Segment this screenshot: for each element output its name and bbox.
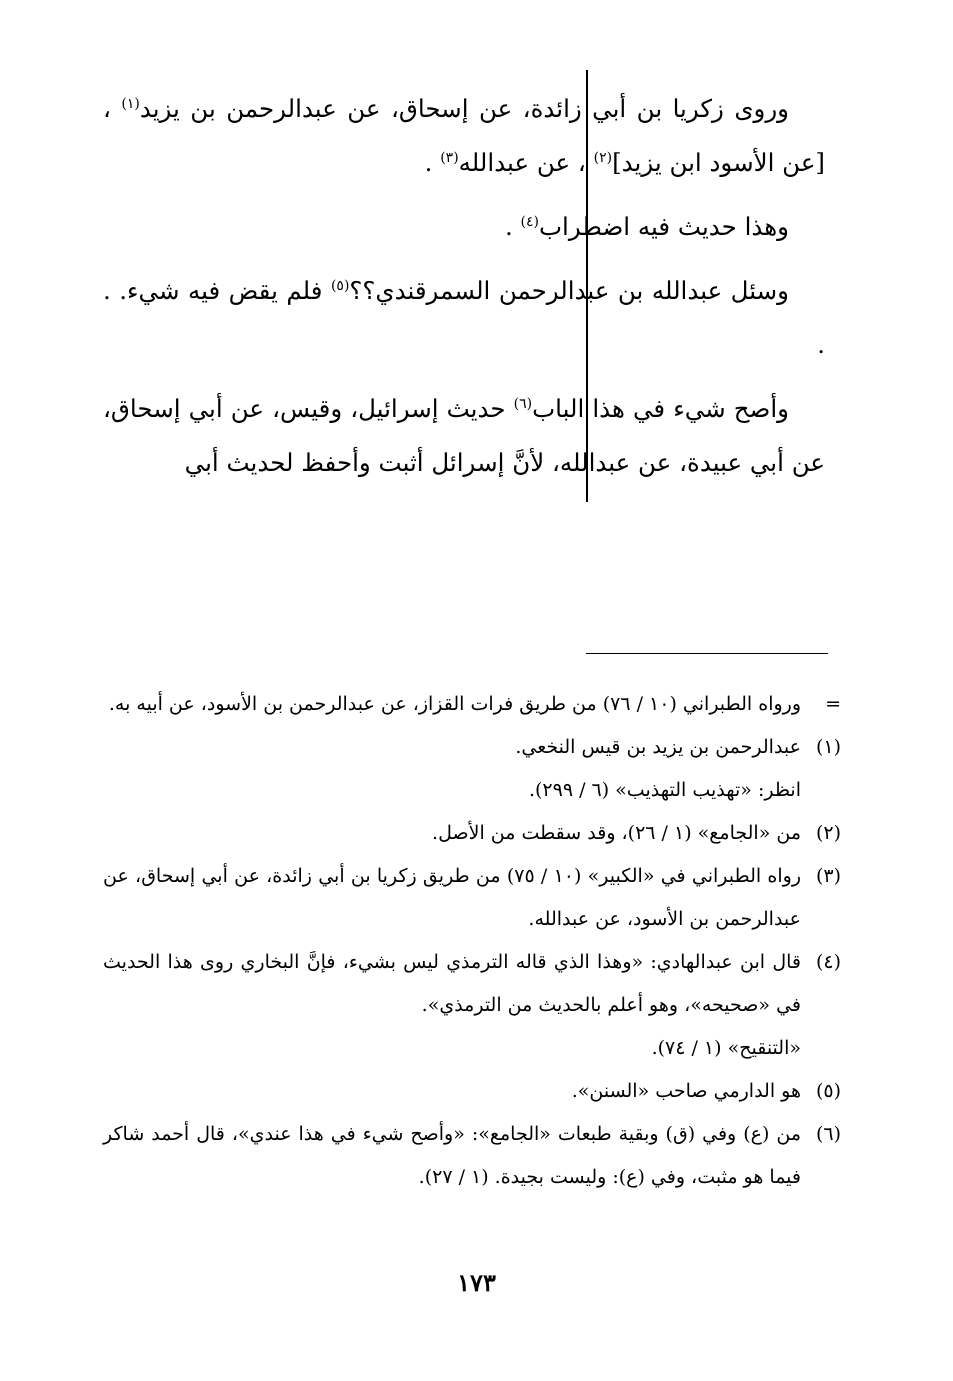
footnote-separator [586, 653, 828, 654]
paragraph-3-text-b: فلم يقض فيه شيء. . . [103, 276, 825, 359]
footnote-1 [103, 726, 841, 769]
footnote-text: عبدالرحمن بن يزيد بن قيس النخعي. [515, 736, 801, 758]
page-number: ١٧٣ [457, 1268, 496, 1297]
paragraph-1-text-b: ، [عن الأسود ابن يزيد] [103, 94, 825, 177]
footnote-ref-1: (١) [121, 95, 140, 112]
footnote-continuation [103, 683, 841, 726]
paragraph-3 [103, 264, 825, 372]
footnote-text: من «الجامع» (١ / ٢٦)، وقد سقطت من الأصل. [432, 822, 801, 844]
paragraph-1 [103, 82, 825, 190]
footnotes [103, 683, 841, 1199]
footnote-number: (١) [815, 736, 841, 758]
footnote-4-continuation [103, 1027, 841, 1070]
paragraph-1-text-c: ، عن عبدالله [458, 148, 594, 177]
footnote-number: (٣) [815, 865, 841, 887]
footnote-1-continuation [103, 769, 841, 812]
main-text [103, 82, 825, 490]
footnote-text: هو الدارمي صاحب «السنن». [571, 1080, 801, 1102]
paragraph-4-text-b: حديث إسرائيل، وقيس، عن أبي إسحاق، عن أبي عبيدة، عن عبدالله، لأنَّ إسرائل أثبت وأحفظ لحديث أبي [103, 394, 825, 477]
footnote-ref-5: (٥) [330, 277, 350, 294]
paragraph-2-text-a: وهذا حديث فيه اضطراب [538, 212, 789, 241]
footnote-3 [103, 855, 841, 941]
footnote-5 [103, 1070, 841, 1113]
footnote-number: (٦) [815, 1123, 841, 1145]
footnote-number: (٢) [815, 822, 841, 844]
footnote-number: (٥) [815, 1080, 841, 1102]
paragraph-3-text-a: وسئل عبدالله بن عبدالرحمن السمرقندي؟؟ [349, 276, 789, 305]
footnote-text: «التنقيح» (١ / ٧٤). [651, 1037, 801, 1059]
footnote-text: رواه الطبراني في «الكبير» (١٠ / ٧٥) من طريق زكريا بن أبي زائدة، عن أبي إسحاق، عن عبدالرحمن بن الأسود، عن عبدالله. [103, 865, 801, 930]
footnote-ref-2: (٢) [593, 149, 613, 166]
footnote-6 [103, 1113, 841, 1199]
paragraph-4-text-a: وأصح شيء في هذا الباب [532, 394, 789, 423]
paragraph-2 [103, 200, 825, 254]
paragraph-2-text-b: . [504, 212, 521, 241]
footnote-text: ورواه الطبراني (١٠ / ٧٦) من طريق فرات القزاز، عن عبدالرحمن بن الأسود، عن أبيه به. [108, 693, 801, 715]
footnote-number: (٤) [815, 951, 841, 973]
footnote-text: من (ع) وفي (ق) وبقية طبعات «الجامع»: «وأصح شيء في هذا عندي»، قال أحمد شاكر فيما هو مثبت، وفي (ع): وليست بجيدة. (١ / ٢٧). [103, 1123, 801, 1188]
footnote-ref-4: (٤) [520, 213, 539, 230]
footnote-text: انظر: «تهذيب التهذيب» (٦ / ٢٩٩). [528, 779, 801, 801]
paragraph-4 [103, 382, 825, 490]
footnote-ref-6: (٦) [513, 395, 533, 412]
footnote-ref-3: (٣) [440, 149, 459, 166]
footnote-number: = [825, 693, 841, 715]
paragraph-1-text-d: . [424, 148, 441, 177]
footnote-4 [103, 941, 841, 1027]
paragraph-1-text-a: وروى زكريا بن أبي زائدة، عن إسحاق، عن عبدالرحمن بن يزيد [139, 94, 789, 123]
footnote-text: قال ابن عبدالهادي: «وهذا الذي قاله الترمذي ليس بشيء، فإنَّ البخاري روى هذا الحديث في «صحيحه»، وهو أعلم بالحديث من الترمذي». [103, 951, 801, 1016]
footnote-2 [103, 812, 841, 855]
